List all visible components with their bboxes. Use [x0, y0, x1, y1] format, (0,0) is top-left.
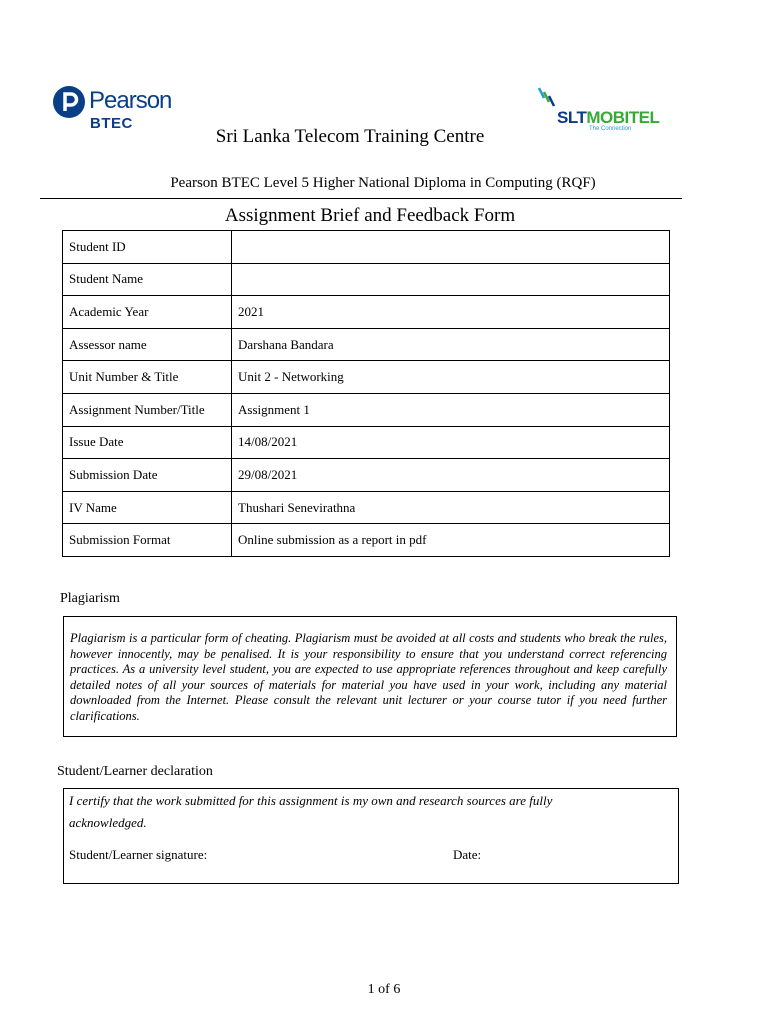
- detail-label: Submission Date: [63, 459, 232, 492]
- detail-value: [232, 263, 670, 296]
- table-row: [63, 296, 670, 329]
- btec-wordmark: BTEC: [90, 115, 133, 132]
- pearson-wordmark: Pearson: [89, 87, 172, 114]
- detail-value: 14/08/2021: [232, 426, 670, 459]
- signature-label: Student/Learner signature:: [69, 847, 208, 862]
- table-row: [63, 426, 670, 459]
- detail-label: Issue Date: [63, 426, 232, 459]
- detail-label: Assessor name: [63, 328, 232, 361]
- detail-label: Submission Format: [63, 524, 232, 557]
- date-label: Date:: [453, 847, 482, 862]
- declaration-heading: Student/Learner declaration: [57, 764, 213, 779]
- detail-value: 29/08/2021: [232, 459, 670, 492]
- table-row: [63, 491, 670, 524]
- diploma-subtitle: Pearson BTEC Level 5 Higher National Diploma in Computing (RQF): [170, 175, 596, 191]
- detail-value: Thushari Senevirathna: [232, 491, 670, 524]
- table-row: [63, 328, 670, 361]
- detail-value: Unit 2 - Networking: [232, 361, 670, 394]
- detail-label: Unit Number & Title: [63, 361, 232, 394]
- table-row: [63, 524, 670, 557]
- detail-value: Online submission as a report in pdf: [232, 524, 670, 557]
- table-row: [63, 361, 670, 394]
- plagiarism-heading: Plagiarism: [60, 591, 120, 606]
- table-row: [63, 263, 670, 296]
- form-title: Assignment Brief and Feedback Form: [224, 205, 516, 226]
- detail-label: Academic Year: [63, 296, 232, 329]
- slt-mobitel-wordmark: SLTMOBITEL: [557, 108, 660, 127]
- plagiarism-notice-box: [63, 616, 677, 737]
- table-row: [63, 459, 670, 492]
- pearson-p-icon: [53, 86, 85, 118]
- detail-label: Assignment Number/Title: [63, 393, 232, 426]
- detail-value: Darshana Bandara: [232, 328, 670, 361]
- slt-tagline: The Connection: [589, 126, 632, 132]
- slt-stripes-icon: [537, 86, 559, 112]
- detail-label: Student Name: [63, 263, 232, 296]
- table-row: [63, 393, 670, 426]
- centre-title: Sri Lanka Telecom Training Centre: [215, 126, 485, 147]
- declaration-box: [63, 788, 679, 884]
- detail-value: [232, 231, 670, 264]
- declaration-text: I certify that the work submitted for this assignment is my own and research sources are fully acknowledged.: [69, 793, 553, 830]
- page-number: 1 of 6: [367, 982, 401, 997]
- assignment-details-table: [62, 230, 670, 557]
- header-divider: [40, 198, 682, 199]
- table-row: [63, 231, 670, 264]
- plagiarism-text: Plagiarism is a particular form of cheating. Plagiarism must be avoided at all costs and students who break the rules, however innocently, may be penalised. It is your responsibility to ensure that you understand correct referencing practices. As a university level student, you are expected to use appropriate references throughout and keep carefully detailed notes of all your sources of materials for material you have used in your work, including any material downloaded from the Internet. Please consult the relevant unit lecturer or your course tutor if you need further clarifications.: [70, 631, 667, 723]
- detail-label: Student ID: [63, 231, 232, 264]
- detail-value: Assignment 1: [232, 393, 670, 426]
- detail-value: 2021: [232, 296, 670, 329]
- detail-label: IV Name: [63, 491, 232, 524]
